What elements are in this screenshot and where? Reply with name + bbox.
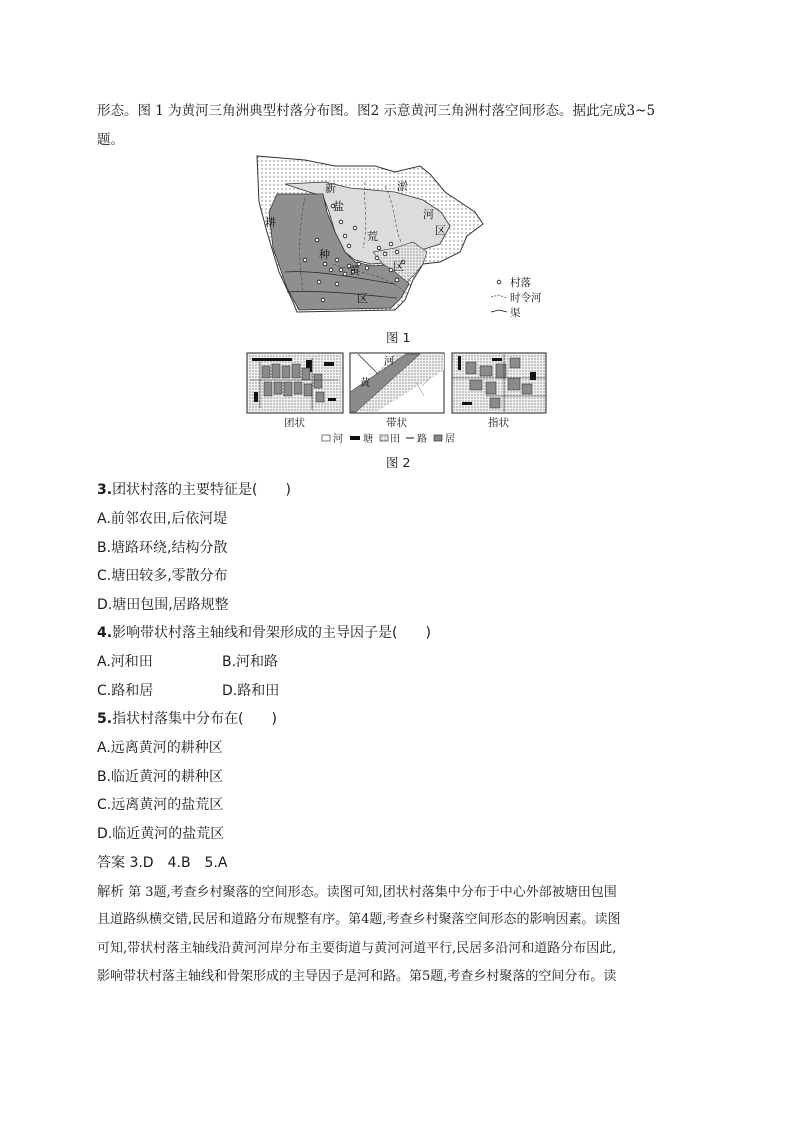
legend-village-label: 村落 xyxy=(510,277,531,289)
map-label-yan: 盐 xyxy=(333,200,344,213)
legend-lu: 路 xyxy=(417,434,427,445)
figure2-legend xyxy=(322,432,455,445)
question-4-option-b: B.河和路 xyxy=(222,654,279,670)
map-label-zhong: 种 xyxy=(319,248,330,261)
legend-river-label: 时令河 xyxy=(510,292,542,304)
question-3-option-b: B.塘路环绕,结构分散 xyxy=(97,540,228,556)
legend-tian: 田 xyxy=(390,434,400,445)
question-4-text: 影响带状村落主轴线和骨架形成的主导因子是( ) xyxy=(112,625,431,641)
legend-canal-icon xyxy=(491,310,507,312)
question-4-stem xyxy=(97,623,431,643)
panel-strip-he: 河 xyxy=(384,356,394,367)
analysis-line-1 xyxy=(97,878,617,907)
question-5-stem xyxy=(97,709,277,729)
intro-line-1: 形态。图 1 为黄河三角洲典型村落分布图。图2 示意黄河三角洲村落空间形态。据此完成3~5 xyxy=(97,103,656,119)
panel-title-finger: 指状 xyxy=(488,417,509,429)
question-3-option-d: D.塘田包围,居路规整 xyxy=(97,597,229,613)
question-4-option-d: D.路和田 xyxy=(222,683,280,699)
question-5-number: 5. xyxy=(97,711,113,727)
question-3-number: 3. xyxy=(97,482,113,498)
map-label-he: 河 xyxy=(423,208,434,221)
legend-he: 河 xyxy=(333,434,343,445)
analysis-label: 解析 xyxy=(97,884,124,900)
intro-line-2: 题。 xyxy=(97,132,124,148)
question-5-option-b: B.临近黄河的耕种区 xyxy=(97,769,224,785)
map-label-xin: 新 xyxy=(325,182,336,195)
question-3-option-a: A.前邻农田,后依河堤 xyxy=(97,511,228,527)
map-label-qu-bottom: 区 xyxy=(357,292,368,305)
panel-strip xyxy=(350,353,444,413)
question-3-text: 团状村落的主要特征是( ) xyxy=(112,482,291,498)
map-label-huang: 荒 xyxy=(367,230,378,243)
panel-strip-huang: 黄 xyxy=(360,378,370,389)
map-label-yu: 淤 xyxy=(397,180,408,193)
legend-canal-label: 渠 xyxy=(510,307,521,319)
question-4-number: 4. xyxy=(97,625,113,641)
legend-pond-swatch xyxy=(350,436,360,440)
legend-village-icon xyxy=(497,280,501,284)
legend-tang: 塘 xyxy=(363,434,373,445)
question-4-option-c: C.路和居 xyxy=(97,683,154,699)
panel-finger xyxy=(452,353,546,413)
question-3-stem xyxy=(97,480,291,500)
question-4-option-a: A.河和田 xyxy=(97,654,153,670)
panel-title-strip: 带状 xyxy=(386,417,407,429)
map-label-huang2: 黄 xyxy=(349,264,360,277)
figure2-panels xyxy=(246,352,548,448)
figure1-caption: 图 1 xyxy=(386,330,411,345)
legend-river-swatch xyxy=(322,435,330,441)
answer-label: 答案 xyxy=(97,855,125,871)
legend-ju: 居 xyxy=(445,434,455,445)
map-label-qu-top: 区 xyxy=(435,224,446,237)
question-3-option-c: C.塘田较多,零散分布 xyxy=(97,568,228,584)
legend-field-swatch xyxy=(380,435,388,441)
question-5-text: 指状村落集中分布在( ) xyxy=(112,711,277,727)
map-label-geng: 耕 xyxy=(265,216,276,229)
answer-line xyxy=(97,853,228,873)
answer-text: 3.D 4.B 5.A xyxy=(129,855,228,871)
question-5-option-c: C.远离黄河的盐荒区 xyxy=(97,797,224,813)
analysis-line-2: 且道路纵横交错,民居和道路分布规整有序。第4题,考查乡村聚落空间形态的影响因素。读图 xyxy=(97,912,621,927)
figure1-map xyxy=(245,152,555,324)
question-5-option-a: A.远离黄河的耕种区 xyxy=(97,740,223,756)
analysis-line-4: 影响带状村落主轴线和骨架形成的主导因子是河和路。第5题,考查乡村聚落的空间分布。读 xyxy=(97,969,617,984)
panel-title-cluster: 团状 xyxy=(284,417,305,429)
legend-residence-swatch xyxy=(434,435,442,441)
panel-cluster xyxy=(247,353,343,413)
figure2-caption: 图 2 xyxy=(386,455,411,470)
map-label-qu-mid: 区 xyxy=(393,260,404,273)
question-5-option-d: D.临近黄河的盐荒区 xyxy=(97,826,225,842)
legend-river-icon xyxy=(491,295,507,298)
analysis-line-3: 可知,带状村落主轴线沿黄河河岸分布主要街道与黄河河道平行,民居多沿河和道路分布因此, xyxy=(97,941,617,956)
analysis-text-1: 第 3题,考查乡村聚落的空间形态。读图可知,团状村落集中分布于中心外部被塘田包围 xyxy=(124,885,617,900)
